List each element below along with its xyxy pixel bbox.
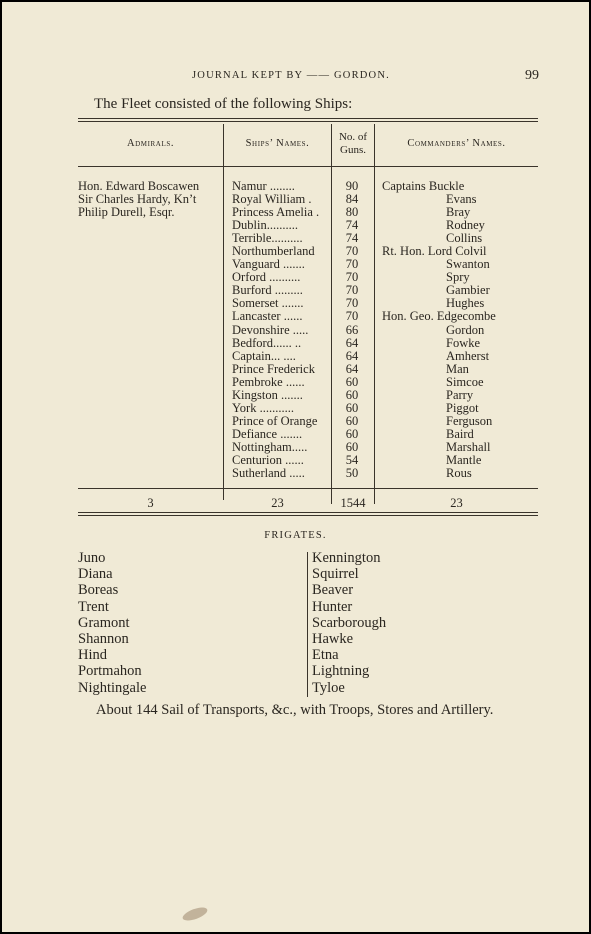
running-head bbox=[2, 70, 589, 86]
commander-name: Captains Buckle bbox=[382, 179, 465, 193]
commander-name: Ferguson bbox=[446, 413, 493, 428]
fleet-table bbox=[78, 124, 538, 516]
commander-name: Rt. Hon. Lord Colvil bbox=[382, 244, 487, 259]
admiral-name: Sir Charles Hardy, Kn’t bbox=[78, 192, 197, 207]
total-ships: 23 bbox=[271, 496, 284, 510]
commander-name: Hon. Geo. Edgecombe bbox=[382, 309, 496, 324]
ship-name: Princess Amelia . bbox=[232, 206, 320, 220]
commander-name: Hughes bbox=[446, 296, 485, 311]
admirals-column bbox=[78, 180, 223, 219]
frigate-name: Shannon bbox=[78, 630, 129, 647]
gun-count: 60 bbox=[345, 413, 359, 428]
running-title: JOURNAL KEPT BY —— GORDON. bbox=[192, 70, 390, 81]
ship-name: Prince Frederick bbox=[232, 362, 315, 376]
frigate-name: Nightingale bbox=[78, 679, 147, 696]
header-admirals: Admirals. bbox=[126, 138, 175, 149]
table-top-rule bbox=[78, 118, 538, 119]
frigate-name: Scarborough bbox=[312, 614, 387, 631]
ship-name: Pembroke ...... bbox=[232, 375, 305, 389]
ship-name: Orford .......... bbox=[232, 271, 301, 285]
column-divider bbox=[223, 124, 224, 500]
column-divider bbox=[331, 124, 332, 504]
gun-count: 50 bbox=[345, 466, 359, 481]
ship-name: Terrible.......... bbox=[232, 232, 303, 246]
gun-count: 74 bbox=[345, 218, 359, 233]
frigate-name: Boreas bbox=[78, 582, 119, 599]
header-guns-line1: No. of bbox=[338, 131, 368, 143]
frigates-right-column bbox=[312, 550, 386, 696]
gun-count: 70 bbox=[345, 244, 359, 259]
frigate-name: Lightning bbox=[312, 663, 370, 680]
ship-name: Bedford...... .. bbox=[232, 336, 302, 350]
ship-name: York ........... bbox=[232, 401, 294, 415]
guns-column bbox=[334, 180, 370, 480]
ship-name: Vanguard ....... bbox=[232, 258, 305, 272]
commander-name: Swanton bbox=[446, 257, 490, 272]
frigate-name: Portmahon bbox=[78, 663, 142, 680]
gun-count: 74 bbox=[345, 231, 359, 246]
commander-name: Simcoe bbox=[446, 374, 484, 389]
frigate-name: Hind bbox=[78, 647, 107, 664]
ship-name: Sutherland ..... bbox=[232, 467, 305, 481]
frigate-name: Beaver bbox=[312, 582, 354, 599]
commander-name: Baird bbox=[446, 426, 474, 441]
gun-count: 64 bbox=[345, 348, 359, 363]
book-page bbox=[2, 2, 589, 932]
gun-count: 84 bbox=[345, 192, 359, 207]
gun-count: 60 bbox=[345, 400, 359, 415]
frigate-name: Juno bbox=[78, 550, 106, 566]
commanders-column bbox=[382, 180, 538, 480]
commander-name: Gambier bbox=[446, 283, 490, 298]
frigate-name: Tyloe bbox=[312, 679, 345, 696]
gun-count: 70 bbox=[345, 257, 359, 272]
header-commanders: Commanders’ Names. bbox=[407, 138, 506, 149]
page-number: 99 bbox=[525, 68, 539, 83]
intro-text: The Fleet consisted of the following Ships: bbox=[94, 96, 353, 112]
commander-name: Rous bbox=[446, 466, 472, 481]
total-commanders: 23 bbox=[450, 496, 463, 510]
ship-name: Lancaster ...... bbox=[232, 310, 303, 324]
ship-name: Northumberland bbox=[232, 245, 315, 259]
ship-name: Kingston ....... bbox=[232, 388, 303, 402]
commander-name: Amherst bbox=[446, 348, 490, 363]
ship-name: Namur ........ bbox=[232, 180, 295, 193]
gun-count: 60 bbox=[345, 387, 359, 402]
table-top-rule-2 bbox=[78, 121, 538, 122]
frigates-left-column bbox=[78, 550, 146, 696]
gun-count: 70 bbox=[345, 309, 359, 324]
ship-name: Somerset ....... bbox=[232, 297, 304, 311]
commander-name: Fowke bbox=[446, 335, 481, 350]
commander-name: Bray bbox=[446, 205, 471, 220]
gun-count: 60 bbox=[345, 439, 359, 454]
gun-count: 80 bbox=[345, 205, 359, 220]
ship-name: Prince of Orange bbox=[232, 414, 318, 428]
frigates-heading: FRIGATES. bbox=[264, 530, 327, 541]
ship-name: Captain... .... bbox=[232, 349, 296, 363]
frigates-divider bbox=[307, 552, 308, 697]
frigate-name: Hunter bbox=[312, 598, 353, 615]
commander-name: Marshall bbox=[446, 439, 491, 454]
commander-name: Spry bbox=[446, 270, 470, 285]
gun-count: 66 bbox=[345, 322, 359, 337]
ship-name: Royal William . bbox=[232, 193, 312, 207]
gun-count: 90 bbox=[345, 179, 359, 193]
admiral-name: Hon. Edward Boscawen bbox=[78, 179, 200, 193]
commander-name: Mantle bbox=[446, 452, 482, 467]
gun-count: 70 bbox=[345, 270, 359, 285]
commander-name: Parry bbox=[446, 387, 474, 402]
frigate-name: Etna bbox=[312, 647, 339, 664]
frigate-name: Diana bbox=[78, 566, 113, 583]
header-guns-line2: Guns. bbox=[340, 144, 366, 156]
ships-column bbox=[232, 180, 330, 480]
ship-name: Defiance ....... bbox=[232, 427, 303, 441]
admiral-name: Philip Durell, Esqr. bbox=[78, 205, 175, 220]
frigate-name: Kennington bbox=[312, 550, 381, 566]
commander-name: Gordon bbox=[446, 322, 485, 337]
commander-name: Rodney bbox=[446, 218, 485, 233]
gun-count: 64 bbox=[345, 361, 359, 376]
gun-count: 70 bbox=[345, 283, 359, 298]
ship-name: Dublin.......... bbox=[232, 219, 298, 233]
commander-name: Man bbox=[446, 361, 469, 376]
frigate-name: Gramont bbox=[78, 614, 130, 631]
gun-count: 60 bbox=[345, 426, 359, 441]
gun-count: 64 bbox=[345, 335, 359, 350]
ship-name: Nottingham..... bbox=[232, 440, 308, 454]
commander-name: Piggot bbox=[446, 400, 479, 415]
header-ships: Ships’ Names. bbox=[245, 138, 310, 149]
gun-count: 70 bbox=[345, 296, 359, 311]
gun-count: 54 bbox=[345, 452, 359, 467]
total-admirals: 3 bbox=[147, 496, 154, 510]
ship-name: Centurion ...... bbox=[232, 453, 304, 467]
ship-name: Devonshire ..... bbox=[232, 323, 309, 337]
transports-note: About 144 Sail of Transports, &c., with Troops, Stores and Artillery. bbox=[96, 702, 494, 718]
ink-smudge bbox=[181, 905, 209, 923]
gun-count: 60 bbox=[345, 374, 359, 389]
ship-name: Burford ......... bbox=[232, 284, 303, 298]
frigate-name: Trent bbox=[78, 598, 109, 615]
frigate-name: Squirrel bbox=[312, 566, 359, 583]
column-divider bbox=[374, 124, 375, 504]
commander-name: Collins bbox=[446, 231, 483, 246]
total-guns: 1544 bbox=[340, 496, 366, 510]
frigate-name: Hawke bbox=[312, 630, 354, 647]
commander-name: Evans bbox=[446, 192, 477, 207]
